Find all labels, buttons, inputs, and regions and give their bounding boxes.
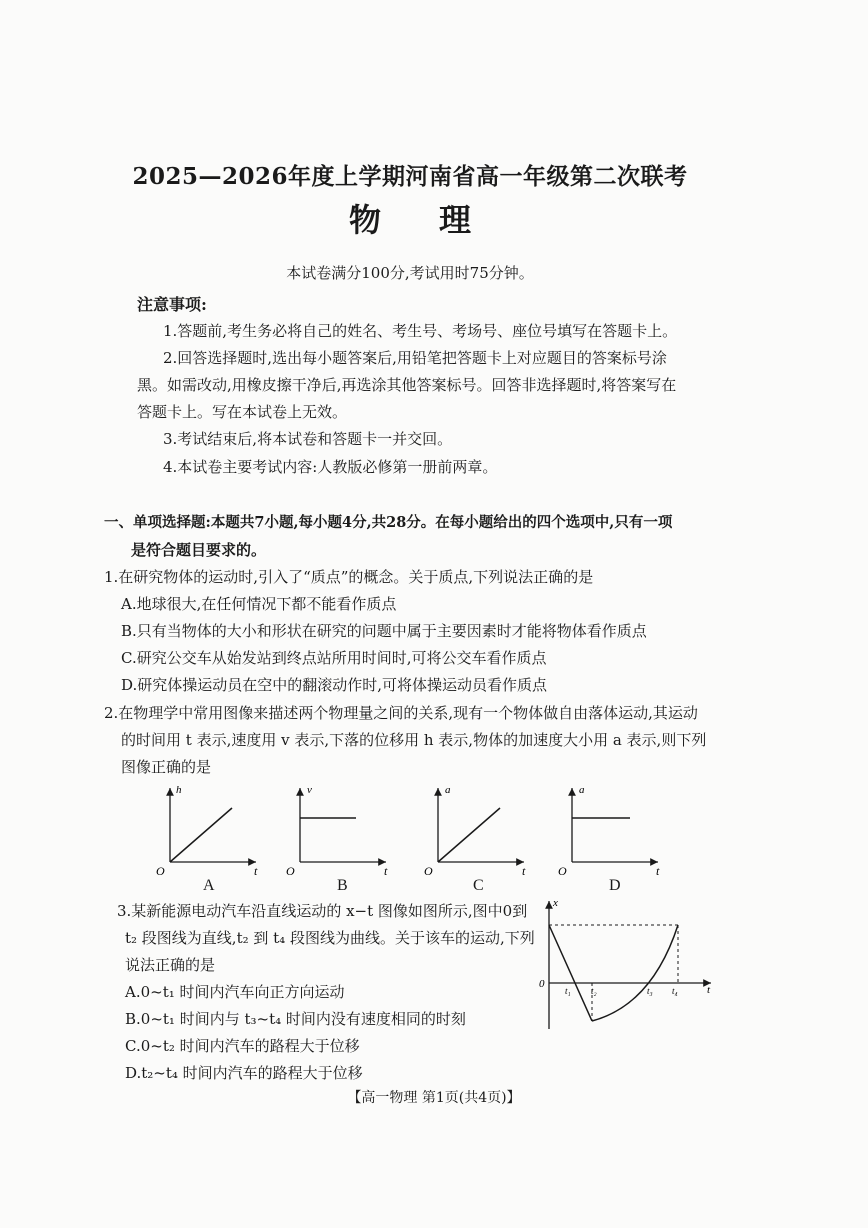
notice-item: 4.本试卷主要考试内容:人教版必修第一册前两章。 [163, 458, 498, 476]
q3-option-a: A.0~t₁ 时间内汽车向正方向运动 [125, 983, 345, 1001]
graph-label-b: B [337, 877, 348, 894]
tick-label: t₁ [565, 986, 571, 996]
axis-label: t [522, 864, 526, 878]
graph-d [558, 784, 660, 878]
section-heading: 一、单项选择题:本题共7小题,每小题4分,共28分。在每小题给出的四个选项中,只有一项 [104, 514, 673, 531]
notice-item: 3.考试结束后,将本试卷和答题卡一并交回。 [163, 430, 453, 448]
axis-label: t [656, 864, 660, 878]
graph-label-c: C [473, 877, 484, 894]
q2-stem: 2.在物理学中常用图像来描述两个物理量之间的关系,现有一个物体做自由落体运动,其运动 [104, 704, 698, 722]
exam-info: 本试卷满分100分,考试用时75分钟。 [286, 264, 534, 282]
q1-option-b: B.只有当物体的大小和形状在研究的问题中属于主要因素时才能将物体看作质点 [121, 622, 647, 640]
graph-b [286, 784, 388, 878]
axis-label: t [384, 864, 388, 878]
notice-item: 1.答题前,考生务必将自己的姓名、考生号、考场号、座位号填写在答题卡上。 [163, 322, 678, 340]
axis-label: v [307, 784, 312, 796]
q3-option-b: B.0~t₁ 时间内与 t₃~t₄ 时间内没有速度相同的时刻 [125, 1010, 466, 1028]
origin-label: O [558, 864, 567, 878]
q1-option-d: D.研究体操运动员在空中的翻滚动作时,可将体操运动员看作质点 [121, 676, 548, 694]
exam-title: 2025—2026年度上学期河南省高一年级第二次联考 [132, 163, 688, 190]
q3-stem: t₂ 段图线为直线,t₂ 到 t₄ 段图线为曲线。关于该车的运动,下列 [125, 929, 535, 947]
subject-title: 物理 [348, 201, 529, 239]
q2-stem: 图像正确的是 [121, 758, 212, 776]
tick-label: t₂ [591, 986, 597, 996]
origin-label: 0 [539, 978, 545, 990]
section-heading-cont: 是符合题目要求的。 [131, 541, 267, 559]
graph-c [424, 784, 526, 878]
q3-xt-figure [535, 895, 720, 1035]
q3-option-d: D.t₂~t₄ 时间内汽车的路程大于位移 [125, 1064, 363, 1082]
q3-stem: 说法正确的是 [125, 956, 216, 974]
axis-label: t [707, 984, 711, 996]
graph-a [156, 784, 258, 878]
axis-label: a [445, 784, 451, 796]
notice-heading: 注意事项: [137, 295, 207, 314]
origin-label: O [286, 864, 295, 878]
tick-label: t₄ [672, 986, 678, 996]
q1-option-c: C.研究公交车从始发站到终点站所用时间时,可将公交车看作质点 [121, 649, 547, 667]
q1-option-a: A.地球很大,在任何情况下都不能看作质点 [121, 595, 397, 613]
q1-stem: 1.在研究物体的运动时,引入了“质点”的概念。关于质点,下列说法正确的是 [104, 568, 594, 586]
q3-stem: 3.某新能源电动汽车沿直线运动的 x−t 图像如图所示,图中0到 [117, 902, 528, 920]
origin-label: O [156, 864, 165, 878]
axis-label: t [254, 864, 258, 878]
tick-label: t₃ [647, 986, 653, 996]
q3-option-c: C.0~t₂ 时间内汽车的路程大于位移 [125, 1037, 360, 1055]
axis-label: h [176, 784, 182, 796]
notice-item: 黑。如需改动,用橡皮擦干净后,再选涂其他答案标号。回答非选择题时,将答案写在 [137, 376, 677, 394]
axis-label: a [579, 784, 585, 796]
q2-graphs [150, 780, 680, 880]
graph-label-d: D [609, 877, 621, 894]
graph-label-a: A [203, 877, 215, 894]
notice-item: 2.回答选择题时,选出每小题答案后,用铅笔把答题卡上对应题目的答案标号涂 [163, 349, 667, 367]
origin-label: O [424, 864, 433, 878]
page-footer: 【高一物理 第1页(共4页)】 [347, 1090, 521, 1106]
axis-label: x [553, 897, 558, 909]
notice-item: 答题卡上。写在本试卷上无效。 [137, 403, 348, 421]
q2-stem: 的时间用 t 表示,速度用 v 表示,下落的位移用 h 表示,物体的加速度大小用 a 表示,则下列 [121, 731, 707, 749]
